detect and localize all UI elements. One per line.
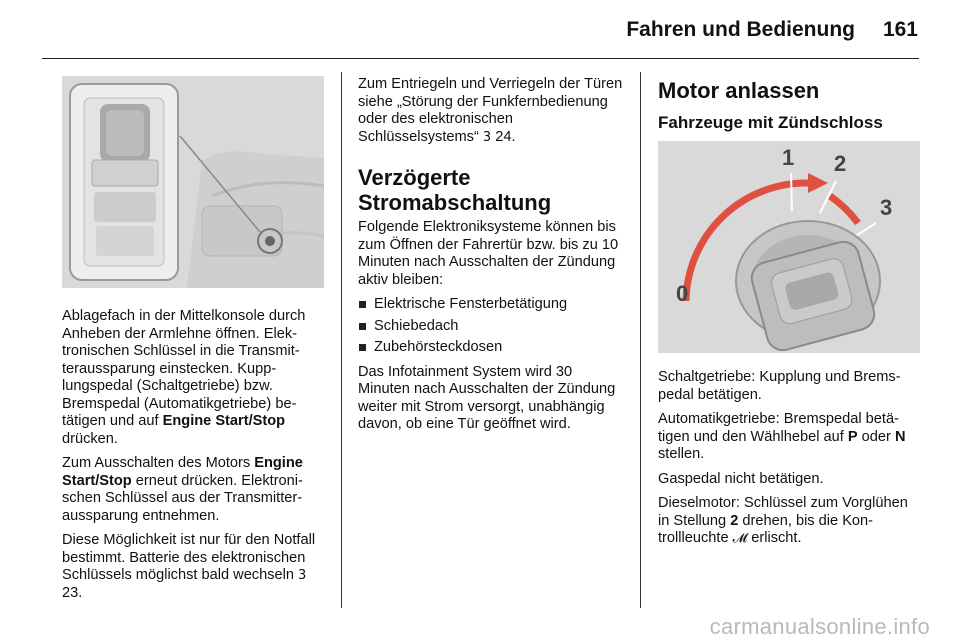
list-item: Schiebedach [358, 318, 624, 336]
bullet-list [358, 296, 624, 357]
page-reference-icon[interactable]: 3 [482, 129, 492, 145]
paragraph-9: Gaspedal nicht betätigen. [658, 470, 824, 487]
section-heading-engine-start: Motor anlassen [658, 78, 820, 103]
paragraph-8: Automatikgetriebe: Bremspedal betätigen und den Wählhebel auf P oder N stellen. [658, 411, 906, 462]
bullet-square-icon [359, 323, 366, 330]
page-reference-icon[interactable]: 3 [298, 568, 307, 583]
column-2 [358, 76, 624, 441]
paragraph-6: Das Infotainment System wird 30 Minuten nach Ausschalten der Zündung weiter mit Strom versorgt, unabhängig davon, ob eine Tür geöffnet wird. [358, 363, 616, 432]
subheading-ignition-lock: Fahrzeuge mit Zündschloss [658, 113, 883, 132]
page-number: 161 [882, 18, 918, 41]
paragraph-10: Dieselmotor: Schlüssel zum Vorglühen in Stellung 2 drehen, bis die Kontrollleuchte 𝓜 erlischt. [658, 495, 908, 546]
position-label-3: 3 [880, 195, 893, 220]
bullet-square-icon [359, 301, 366, 308]
page-reference[interactable]: 24. [491, 128, 516, 145]
header-rule [42, 58, 919, 59]
column-divider-2 [640, 72, 641, 608]
column-3 [658, 78, 920, 555]
list-item: Elektrische Fensterbetätigung [358, 296, 624, 314]
list-item: Zubehörsteckdosen [358, 339, 624, 357]
paragraph-2: Zum Ausschalten des Motors Engine Start/Stop erneut drücken. Elektronischen Schlüssel aus der Transmitteraussparung entnehmen. [62, 455, 303, 524]
column-divider-1 [341, 72, 342, 608]
key-slot-photo-icon [62, 76, 324, 288]
section-heading-delayed-power-off: Verzögerte Stromabschaltung [358, 165, 552, 215]
ignition-key-diagram-icon [658, 141, 920, 353]
page-header [0, 0, 960, 62]
watermark: carmanualsonline.info [709, 614, 930, 639]
column-1 [62, 76, 324, 609]
paragraph-5: Folgende Elektroniksysteme können bis zum Öffnen der Fahrertür bzw. bis zu 10 Minuten nach Ausschalten der Zündung aktiv bleiben: [358, 219, 619, 288]
position-label-1: 1 [782, 145, 795, 170]
page-title: Fahren und Bedienung [626, 18, 855, 41]
position-label-0: 0 [676, 281, 689, 306]
paragraph-7: Schaltgetriebe: Kupplung und Bremspedal betätigen. [658, 369, 901, 403]
paragraph-4: Zum Entriegeln und Verriegeln der Türen siehe „Störung der Funkfernbedienung oder des elektronischen Schlüsselsystems“ 3 24. [358, 76, 623, 145]
paragraph-1: Ablagefach in der Mittelkonsole durch Anheben der Armlehne öffnen. Elektronischen Schlüssel in die Transmitteraussparung einstecken. Kupplungspedal (Schaltgetriebe) bzw. Bremspedal (Automatikgetriebe) betätigen und auf Engine Start/Stop drücken. [62, 308, 306, 447]
position-label-2: 2 [834, 151, 847, 176]
glow-plug-icon: 𝓜 [732, 531, 748, 546]
page-reference[interactable]: 23. [62, 584, 83, 601]
paragraph-3: Diese Möglichkeit ist nur für den Notfall bestimmt. Batterie des elektronischen Schlüssels möglichst bald wechseln 3 23. [62, 532, 316, 601]
bullet-square-icon [359, 344, 366, 351]
